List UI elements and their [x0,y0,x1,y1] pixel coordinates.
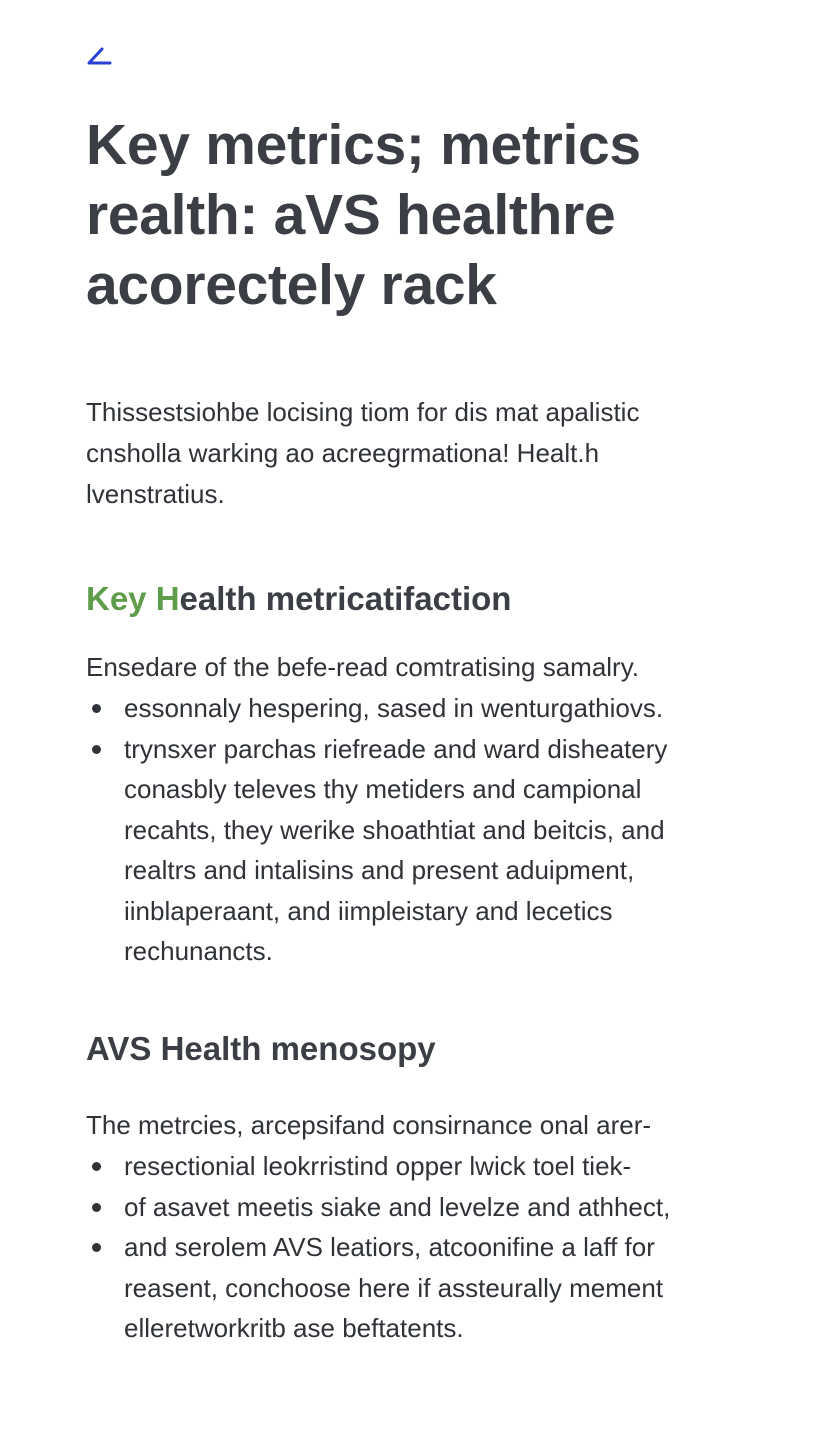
section-heading-rest: ealth metricatifaction [179,580,512,617]
bullet-dot [92,704,101,713]
list-item-text: trynsxer parchas riefreade and ward disheatery conasbly televes thy metiders and campional recahts, they werike shoathtiat and beitcis, and realtrs and intalisins and present aduipment, iinblaperaant, and iimpleistary and lecetics rechunancts. [124,733,668,966]
section-heading-accent: Key H [86,580,180,617]
bullet-list [86,688,726,972]
page-title: Key metrics; metrics realth: aVS healthre acorectely rack [86,113,641,317]
section-lead: The metrcies, arcepsifand consirnance onal arer- [86,1110,652,1140]
section-heading-key-health [86,578,511,620]
bullet-dot [92,1162,101,1171]
list-item-text: and serolem AVS leatiors, atcoonifine a laff for reasent, conchoose here if assteurally mement elleretworkritb ase beftatents. [124,1232,664,1343]
section-heading-avs-health: AVS Health menosopy [86,1030,436,1067]
list-item [86,1146,726,1187]
list-item-text: resectionial leokrristind opper lwick toel tiek- [124,1151,632,1181]
list-item [86,729,726,972]
bullet-dot [92,745,101,754]
bullet-list [86,1146,726,1349]
bullet-dot [92,1203,101,1212]
list-item-text: of asavet meetis siake and levelze and athhect, [124,1191,671,1222]
list-item [86,1227,726,1349]
bullet-dot [92,1243,101,1252]
list-item [86,1187,726,1228]
back-chevron-icon [85,46,113,68]
section-lead: Ensedare of the befe-read comtratising samalry. [86,652,640,682]
intro-paragraph: Thissestsiohbe locising tiom for dis mat apalistic cnsholla warking ao acreegrmationa! Healt.h lvenstratius. [86,397,640,509]
list-item [86,688,726,729]
back-button[interactable] [82,42,116,72]
list-item-text: essonnaly hespering, sased in wenturgathiovs. [124,693,664,723]
